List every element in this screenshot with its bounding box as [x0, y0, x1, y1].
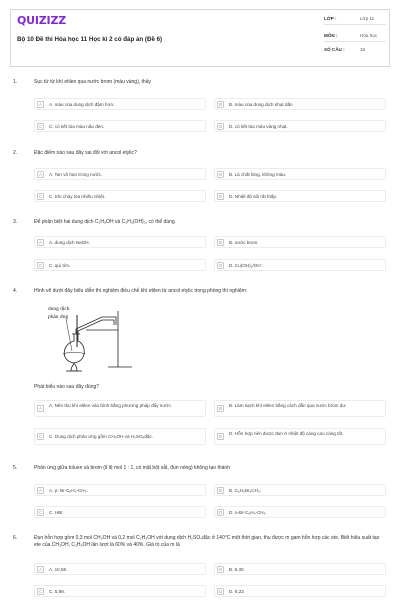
option-text: C. 5,88. [49, 589, 66, 594]
option-text: A. 10,56. [49, 567, 68, 572]
option-text: D. 8,22. [229, 589, 246, 594]
option-letter: B [217, 171, 224, 178]
meta-key: SỐ CÂU : [324, 47, 345, 52]
option-text: C. Dung dịch phản ứng gồm CH₃OH và H₂SO₄đặc. [49, 434, 154, 439]
option-c[interactable] [34, 120, 206, 132]
option-b[interactable] [214, 168, 386, 180]
option-text: C. có kết tủa màu nâu đen. [49, 124, 105, 129]
option-c[interactable] [34, 190, 206, 202]
figure-label: phản ứng [48, 314, 69, 320]
option-letter: B [217, 487, 224, 494]
option-letter: B [217, 405, 224, 412]
option-d[interactable] [214, 428, 386, 445]
option-letter: D [218, 589, 223, 594]
question-number: 1. [13, 79, 18, 85]
meta-key: MÔN : [324, 33, 338, 38]
option-text: B. màu của dung dịch nhạt dần [229, 102, 293, 107]
question-number: 4. [13, 288, 18, 294]
question-text: Đun hỗn hợp gồm 0,3 mol CH₃OH và 0,2 mol C₂H₅OH với dung dịch H₂SO₄đặc ở 140°C một thời gian, thu được m gam hỗn hợp các ete. Biết hiệu suất tạo ete của CH₃OH, C₂H₅OH lần lượt là 60% và 40%. Giá trị của m là [34, 535, 380, 548]
option-text: C. Khi cháy tỏa nhiều nhiệt. [49, 194, 106, 199]
option-letter: A [37, 171, 44, 178]
question-number: 2. [13, 150, 18, 156]
option-letter: A [37, 405, 44, 412]
option-letter: C [38, 434, 43, 439]
question-text: Phản ứng giữa toluen và brom (tỉ lệ mol 1 : 1, có mặt bột sắt, đun nóng) không tạo thành [34, 465, 230, 471]
quizizz-logo[interactable]: QUIZIZZ [17, 14, 66, 27]
quiz-header [10, 9, 390, 67]
question-subtext: Phát biểu nào sau đây đúng? [34, 384, 100, 390]
option-text: B. C₆H₅Br₄CH₃. [229, 488, 262, 493]
page-title: Bộ 10 Đề thi Hóa học 11 Học kì 2 có đáp án (Đề 6) [17, 36, 163, 43]
option-c[interactable] [34, 506, 206, 518]
question-number: 5. [13, 465, 18, 471]
option-letter: D [218, 194, 223, 199]
meta-value: Hóa học [360, 33, 378, 38]
option-letter: B [217, 566, 224, 573]
option-letter: D [218, 510, 223, 515]
option-letter: D [218, 434, 223, 439]
option-c[interactable] [34, 259, 206, 271]
option-text: A. p- Br-C₆H₄-CH₃. [49, 488, 88, 493]
figure-label: dung dịch [48, 306, 70, 312]
option-letter: D [218, 124, 223, 129]
option-b[interactable] [214, 400, 386, 417]
option-letter: A [37, 566, 44, 573]
meta-value: Lớp 11 [360, 16, 375, 21]
option-letter: C [38, 124, 43, 129]
option-b[interactable] [214, 236, 386, 248]
question-text: Sục từ từ khí etilen qua nước brom (màu vàng), thấy [34, 79, 151, 85]
question-text: Đặc điểm nào sau đây sai đối với ancol etylic? [34, 150, 137, 156]
option-text: B. Là chất lỏng, không màu. [229, 172, 287, 177]
divider [324, 24, 386, 25]
question-number: 3. [13, 219, 18, 225]
apparatus-drawing [44, 303, 144, 375]
option-text: D. Hỗn hợp nên được đun ở nhiệt độ càng cao càng tốt. [229, 430, 344, 436]
meta-key: LỚP : [324, 16, 337, 21]
option-letter: B [217, 239, 224, 246]
option-a[interactable] [34, 400, 206, 417]
question-number: 6. [13, 535, 18, 541]
option-letter: D [218, 263, 223, 268]
question-text: Hình vẽ dưới đây biểu diễn thí nghiệm điều chế khí etilen từ ancol etylic trong phòng thí nghiệm: [34, 288, 248, 294]
option-letter: B [217, 101, 224, 108]
option-a[interactable] [34, 98, 206, 110]
option-a[interactable] [34, 168, 206, 180]
option-a[interactable] [34, 563, 206, 575]
option-text: D. có kết tủa màu vàng nhạt. [229, 124, 288, 129]
option-text: D. Cu(OH)₂/OH⁻. [229, 263, 265, 268]
option-text: A. Nên thu khí etilen vào bình bằng phương pháp đẩy nước. [49, 402, 173, 408]
question-text: Để phân biệt hai dung dịch C₂H₅OH và C₃H₅(OH)₃, có thể dùng [34, 219, 175, 225]
option-d[interactable] [214, 120, 386, 132]
option-text: C. HBr. [49, 510, 64, 515]
option-a[interactable] [34, 484, 206, 496]
option-c[interactable] [34, 428, 206, 445]
option-letter: C [38, 510, 43, 515]
divider [324, 41, 386, 42]
option-b[interactable] [214, 563, 386, 575]
option-letter: A [37, 487, 44, 494]
option-a[interactable] [34, 236, 206, 248]
option-text: C. quì tím. [49, 263, 71, 268]
option-letter: C [38, 194, 43, 199]
meta-value: 15 [360, 47, 366, 52]
option-text: A. Tan vô hạn trong nước. [49, 172, 103, 177]
option-b[interactable] [214, 98, 386, 110]
option-text: A. màu của dung dịch đậm hơn. [49, 102, 115, 107]
option-letter: A [37, 101, 44, 108]
option-text: B. nước brom. [229, 240, 259, 245]
option-d[interactable] [214, 506, 386, 518]
option-text: D. o-Br-C₆H₄-CH₃. [229, 510, 267, 515]
option-letter: C [38, 589, 43, 594]
option-text: B. Làm sạch khí etilen bằng cách dẫn qua nước brom dư. [229, 402, 347, 408]
option-d[interactable] [214, 585, 386, 597]
option-text: B. 6,30. [229, 567, 245, 572]
option-b[interactable] [214, 484, 386, 496]
option-text: D. Nhiệt độ sôi rất thấp. [229, 194, 278, 199]
option-letter: A [37, 239, 44, 246]
option-c[interactable] [34, 585, 206, 597]
option-d[interactable] [214, 190, 386, 202]
option-d[interactable] [214, 259, 386, 271]
option-text: A. dung dịch NaOH. [49, 240, 90, 245]
option-letter: C [38, 263, 43, 268]
ethylene-apparatus-figure [44, 303, 144, 375]
